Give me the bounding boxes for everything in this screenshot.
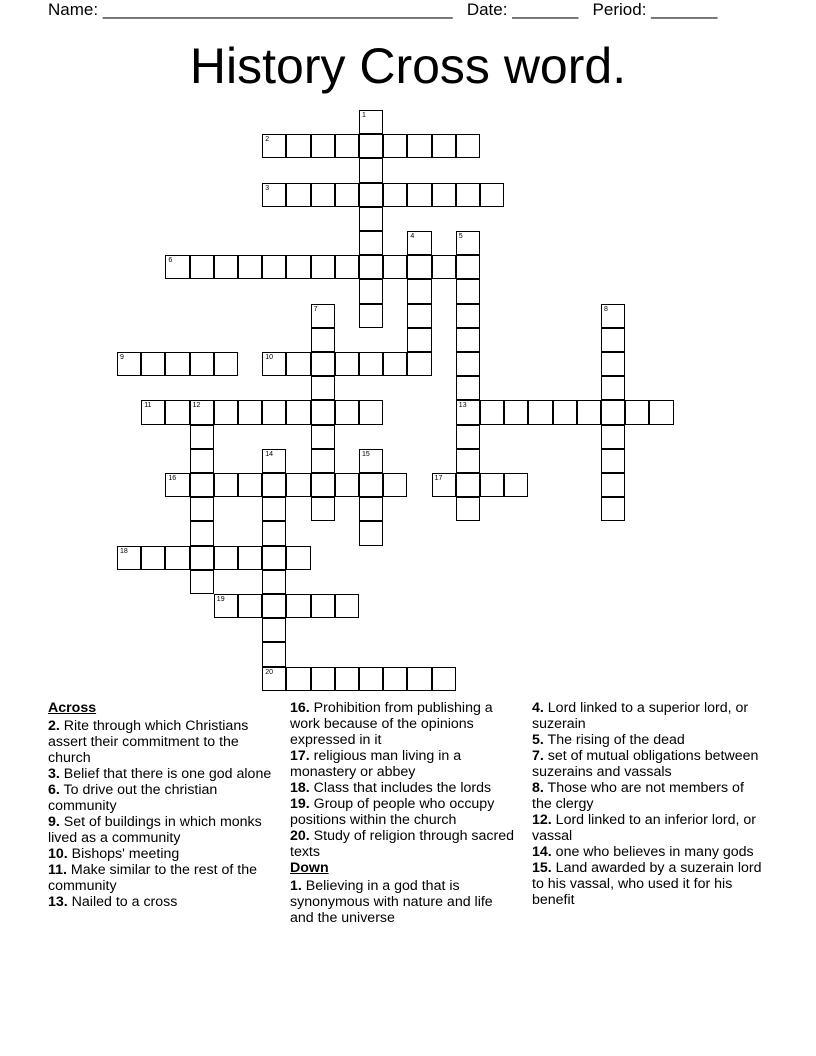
clue-number: 20 bbox=[265, 668, 273, 676]
grid-cell[interactable] bbox=[456, 400, 480, 424]
grid-cell[interactable] bbox=[214, 594, 238, 618]
grid-cell[interactable] bbox=[456, 497, 480, 521]
grid-cell[interactable] bbox=[286, 594, 310, 618]
clue-number: 19 bbox=[216, 596, 225, 603]
clue-number-label: 12. bbox=[532, 812, 552, 828]
grid-cell[interactable] bbox=[190, 546, 214, 570]
grid-cell[interactable] bbox=[165, 546, 189, 570]
clue-text: Lord linked to a superior lord, or suzerain bbox=[532, 700, 749, 732]
clues-column-1 bbox=[48, 700, 273, 910]
grid-cell[interactable] bbox=[407, 231, 431, 255]
clue-item bbox=[532, 844, 764, 860]
grid-cell[interactable] bbox=[649, 400, 673, 424]
grid-cell[interactable] bbox=[238, 473, 262, 497]
grid-cell[interactable] bbox=[311, 473, 335, 497]
grid-cell[interactable] bbox=[335, 594, 359, 618]
grid-cell[interactable] bbox=[311, 134, 335, 158]
clue-text: set of mutual obligations between suzerains and vassals bbox=[532, 748, 759, 780]
grid-cell[interactable] bbox=[359, 667, 383, 691]
grid-cell[interactable] bbox=[311, 255, 335, 279]
grid-cell[interactable] bbox=[286, 473, 310, 497]
clue-number-label: 1. bbox=[290, 878, 302, 894]
grid-cell[interactable] bbox=[311, 376, 335, 400]
grid-cell[interactable] bbox=[335, 667, 359, 691]
clue-text: Prohibition from publishing a work because of the opinions expressed in it bbox=[290, 700, 493, 748]
grid-cell[interactable] bbox=[286, 352, 310, 376]
clue-number-label: 16. bbox=[290, 700, 310, 716]
clue-number-label: 10. bbox=[48, 846, 68, 862]
clue-number: 6 bbox=[168, 257, 173, 265]
clue-number: 10 bbox=[265, 354, 273, 361]
grid-cell[interactable] bbox=[432, 183, 456, 207]
clue-number: 16 bbox=[168, 475, 177, 482]
grid-cell[interactable] bbox=[480, 183, 504, 207]
grid-cell[interactable] bbox=[238, 546, 262, 570]
clue-number-label: 4. bbox=[532, 700, 544, 716]
clue-item bbox=[290, 748, 518, 780]
clue-text: religious man living in a monastery or abbey bbox=[290, 748, 462, 780]
grid-cell[interactable] bbox=[311, 304, 335, 328]
grid-cell[interactable] bbox=[359, 183, 383, 207]
period-blank[interactable]: _______ bbox=[651, 0, 718, 19]
grid-cell[interactable] bbox=[625, 400, 649, 424]
clue-item bbox=[48, 894, 273, 910]
grid-cell[interactable] bbox=[359, 231, 383, 255]
grid-cell[interactable] bbox=[190, 473, 214, 497]
grid-cell[interactable] bbox=[286, 400, 310, 424]
grid-cell[interactable] bbox=[286, 255, 310, 279]
across-heading: Across bbox=[48, 700, 97, 716]
grid-cell[interactable] bbox=[432, 473, 456, 497]
grid-cell[interactable] bbox=[214, 400, 238, 424]
grid-cell[interactable] bbox=[601, 328, 625, 352]
clue-number: 4 bbox=[410, 233, 415, 240]
clue-text: The rising of the dead bbox=[543, 732, 685, 748]
clue-number: 17 bbox=[434, 475, 443, 482]
grid-cell[interactable] bbox=[456, 231, 480, 255]
grid-cell[interactable] bbox=[456, 352, 480, 376]
grid-cell[interactable] bbox=[383, 255, 407, 279]
grid-cell[interactable] bbox=[456, 449, 480, 473]
clue-number: 13 bbox=[458, 402, 467, 410]
clues-column-3 bbox=[532, 700, 764, 908]
grid-cell[interactable] bbox=[456, 376, 480, 400]
clue-text: Class that includes the lords bbox=[309, 780, 492, 796]
grid-cell[interactable] bbox=[601, 425, 625, 449]
grid-cell[interactable] bbox=[311, 400, 335, 424]
date-label: Date: bbox=[466, 0, 508, 19]
clue-number: 5 bbox=[458, 233, 463, 240]
grid-cell[interactable] bbox=[359, 521, 383, 545]
grid-cell[interactable] bbox=[311, 594, 335, 618]
grid-cell[interactable] bbox=[432, 255, 456, 279]
grid-cell[interactable] bbox=[456, 134, 480, 158]
grid-cell[interactable] bbox=[214, 473, 238, 497]
clue-number-label: 8. bbox=[532, 780, 544, 796]
grid-cell[interactable] bbox=[335, 255, 359, 279]
grid-cell[interactable] bbox=[407, 667, 431, 691]
clue-item bbox=[532, 700, 764, 732]
grid-cell[interactable] bbox=[504, 473, 528, 497]
grid-cell[interactable] bbox=[359, 110, 383, 134]
clue-item bbox=[48, 718, 273, 766]
down-heading: Down bbox=[290, 860, 329, 876]
clue-item bbox=[290, 796, 518, 828]
clue-item bbox=[532, 748, 764, 780]
grid-cell[interactable] bbox=[553, 400, 577, 424]
clue-number-label: 9. bbox=[48, 814, 60, 830]
grid-cell[interactable] bbox=[359, 255, 383, 279]
grid-cell[interactable] bbox=[262, 449, 286, 473]
clue-number-label: 2. bbox=[48, 718, 60, 734]
clue-number-label: 3. bbox=[48, 766, 60, 782]
grid-cell[interactable] bbox=[190, 255, 214, 279]
grid-cell[interactable] bbox=[456, 279, 480, 303]
grid-cell[interactable] bbox=[214, 255, 238, 279]
clue-text: Study of religion through sacred texts bbox=[290, 828, 514, 860]
clue-item bbox=[48, 814, 273, 846]
grid-cell[interactable] bbox=[311, 328, 335, 352]
clue-text: Group of people who occupy positions within the church bbox=[290, 796, 495, 828]
clue-text: Belief that there is one god alone bbox=[59, 766, 272, 782]
clue-text: Those who are not members of the clergy bbox=[532, 780, 744, 812]
grid-cell[interactable] bbox=[117, 546, 141, 570]
grid-cell[interactable] bbox=[117, 352, 141, 376]
grid-cell[interactable] bbox=[407, 255, 431, 279]
grid-cell[interactable] bbox=[165, 352, 189, 376]
grid-cell[interactable] bbox=[480, 473, 504, 497]
grid-cell[interactable] bbox=[141, 400, 165, 424]
grid-cell[interactable] bbox=[432, 134, 456, 158]
grid-cell[interactable] bbox=[359, 497, 383, 521]
grid-cell[interactable] bbox=[190, 497, 214, 521]
grid-cell[interactable] bbox=[456, 328, 480, 352]
grid-cell[interactable] bbox=[165, 473, 189, 497]
grid-cell[interactable] bbox=[432, 667, 456, 691]
grid-cell[interactable] bbox=[601, 449, 625, 473]
grid-cell[interactable] bbox=[335, 183, 359, 207]
grid-cell[interactable] bbox=[190, 352, 214, 376]
date-blank[interactable]: _______ bbox=[512, 0, 579, 19]
clue-item bbox=[532, 780, 764, 812]
grid-cell[interactable] bbox=[456, 255, 480, 279]
grid-cell[interactable] bbox=[359, 207, 383, 231]
grid-cell[interactable] bbox=[286, 546, 310, 570]
clue-text: Make similar to the rest of the community bbox=[48, 862, 257, 894]
grid-cell[interactable] bbox=[407, 328, 431, 352]
grid-cell[interactable] bbox=[456, 183, 480, 207]
grid-cell[interactable] bbox=[359, 134, 383, 158]
grid-cell[interactable] bbox=[359, 473, 383, 497]
grid-cell[interactable] bbox=[262, 570, 286, 594]
grid-cell[interactable] bbox=[286, 183, 310, 207]
clue-number: 9 bbox=[120, 354, 124, 361]
grid-cell[interactable] bbox=[359, 279, 383, 303]
grid-cell[interactable] bbox=[141, 352, 165, 376]
grid-cell[interactable] bbox=[165, 255, 189, 279]
grid-cell[interactable] bbox=[311, 667, 335, 691]
clue-text: Nailed to a cross bbox=[67, 894, 178, 910]
grid-cell[interactable] bbox=[407, 134, 431, 158]
clue-item bbox=[532, 732, 764, 748]
clue-item bbox=[532, 812, 764, 844]
grid-cell[interactable] bbox=[262, 497, 286, 521]
grid-cell[interactable] bbox=[383, 134, 407, 158]
grid-cell[interactable] bbox=[262, 473, 286, 497]
grid-cell[interactable] bbox=[311, 449, 335, 473]
grid-cell[interactable] bbox=[577, 400, 601, 424]
grid-cell[interactable] bbox=[238, 594, 262, 618]
clue-number-label: 6. bbox=[48, 782, 60, 798]
grid-cell[interactable] bbox=[359, 352, 383, 376]
grid-cell[interactable] bbox=[262, 134, 286, 158]
grid-cell[interactable] bbox=[601, 352, 625, 376]
grid-cell[interactable] bbox=[335, 473, 359, 497]
grid-cell[interactable] bbox=[190, 570, 214, 594]
clue-item bbox=[48, 766, 273, 782]
grid-cell[interactable] bbox=[262, 594, 286, 618]
clue-text: Bishops' meeting bbox=[67, 846, 180, 862]
grid-cell[interactable] bbox=[383, 183, 407, 207]
grid-cell[interactable] bbox=[262, 400, 286, 424]
grid-cell[interactable] bbox=[335, 134, 359, 158]
clue-number-label: 20. bbox=[290, 828, 310, 844]
clue-number-label: 18. bbox=[290, 780, 310, 796]
grid-cell[interactable] bbox=[335, 352, 359, 376]
clue-text: Set of buildings in which monks lived as a community bbox=[48, 814, 262, 846]
grid-cell[interactable] bbox=[359, 449, 383, 473]
clue-item bbox=[290, 700, 518, 748]
grid-cell[interactable] bbox=[262, 618, 286, 642]
clue-item bbox=[290, 780, 518, 796]
grid-cell[interactable] bbox=[407, 279, 431, 303]
grid-cell[interactable] bbox=[359, 304, 383, 328]
grid-cell[interactable] bbox=[262, 352, 286, 376]
clue-number-label: 15. bbox=[532, 860, 552, 876]
clue-item bbox=[48, 782, 273, 814]
clue-text: Rite through which Christians assert their commitment to the church bbox=[48, 718, 249, 766]
clue-item bbox=[532, 860, 764, 908]
grid-cell[interactable] bbox=[504, 400, 528, 424]
clue-text: Lord linked to an inferior lord, or vassal bbox=[532, 812, 756, 844]
clue-text: one who believes in many gods bbox=[551, 844, 754, 860]
grid-cell[interactable] bbox=[214, 546, 238, 570]
clue-number-label: 14. bbox=[532, 844, 552, 860]
grid-cell[interactable] bbox=[601, 376, 625, 400]
grid-cell[interactable] bbox=[190, 425, 214, 449]
grid-cell[interactable] bbox=[262, 255, 286, 279]
grid-cell[interactable] bbox=[407, 352, 431, 376]
grid-cell[interactable] bbox=[311, 425, 335, 449]
clue-number-label: 19. bbox=[290, 796, 310, 812]
grid-cell[interactable] bbox=[190, 449, 214, 473]
grid-cell[interactable] bbox=[165, 400, 189, 424]
grid-cell[interactable] bbox=[407, 304, 431, 328]
grid-cell[interactable] bbox=[601, 400, 625, 424]
grid-cell[interactable] bbox=[262, 642, 286, 666]
clue-text: To drive out the christian community bbox=[48, 782, 218, 814]
grid-cell[interactable] bbox=[311, 352, 335, 376]
clue-text: Land awarded by a suzerain lord to his vassal, who used it for his benefit bbox=[532, 860, 762, 908]
clue-item bbox=[48, 862, 273, 894]
clue-number: 18 bbox=[120, 547, 128, 555]
grid-cell[interactable] bbox=[480, 400, 504, 424]
grid-cell[interactable] bbox=[286, 134, 310, 158]
grid-cell[interactable] bbox=[286, 667, 310, 691]
page-title: History Cross word. bbox=[189, 38, 627, 94]
clue-number-label: 5. bbox=[532, 732, 544, 748]
grid-cell[interactable] bbox=[383, 352, 407, 376]
grid-cell[interactable] bbox=[190, 521, 214, 545]
grid-cell[interactable] bbox=[262, 521, 286, 545]
clue-number: 2 bbox=[265, 136, 270, 144]
clue-number-label: 13. bbox=[48, 894, 68, 910]
grid-cell[interactable] bbox=[456, 304, 480, 328]
clue-number: 7 bbox=[313, 305, 318, 313]
clue-item bbox=[290, 878, 518, 926]
grid-cell[interactable] bbox=[456, 425, 480, 449]
clue-number: 8 bbox=[604, 305, 608, 313]
grid-cell[interactable] bbox=[238, 400, 262, 424]
grid-cell[interactable] bbox=[311, 183, 335, 207]
grid-cell[interactable] bbox=[262, 667, 286, 691]
grid-cell[interactable] bbox=[238, 255, 262, 279]
grid-cell[interactable] bbox=[456, 473, 480, 497]
clue-number-label: 11. bbox=[48, 862, 67, 878]
grid-cell[interactable] bbox=[359, 400, 383, 424]
grid-cell[interactable] bbox=[359, 158, 383, 182]
grid-cell[interactable] bbox=[335, 400, 359, 424]
clue-number: 15 bbox=[362, 450, 370, 458]
name-label: Name: bbox=[48, 0, 99, 19]
clue-number: 3 bbox=[265, 184, 270, 192]
grid-cell[interactable] bbox=[383, 667, 407, 691]
grid-cell[interactable] bbox=[262, 546, 286, 570]
clue-text: Believing in a god that is synonymous with nature and life and the universe bbox=[290, 878, 493, 926]
clue-number-label: 7. bbox=[532, 748, 544, 764]
grid-cell[interactable] bbox=[407, 183, 431, 207]
grid-cell[interactable] bbox=[311, 497, 335, 521]
period-label: Period: bbox=[592, 0, 647, 19]
grid-cell[interactable] bbox=[214, 352, 238, 376]
clue-number-label: 17. bbox=[290, 748, 310, 764]
clue-number: 1 bbox=[362, 112, 366, 119]
grid-cell[interactable] bbox=[141, 546, 165, 570]
grid-cell[interactable] bbox=[262, 183, 286, 207]
grid-cell[interactable] bbox=[601, 473, 625, 497]
clue-item bbox=[290, 828, 518, 860]
grid-cell[interactable] bbox=[383, 473, 407, 497]
clue-number: 12 bbox=[192, 402, 201, 410]
clue-number: 14 bbox=[265, 450, 273, 458]
clue-number: 11 bbox=[144, 402, 152, 410]
clue-item bbox=[48, 846, 273, 862]
grid-cell[interactable] bbox=[601, 304, 625, 328]
grid-cell[interactable] bbox=[528, 400, 552, 424]
name-blank[interactable]: _____________________________________ bbox=[102, 0, 453, 19]
grid-cell[interactable] bbox=[190, 400, 214, 424]
clues-column-2 bbox=[290, 700, 518, 926]
grid-cell[interactable] bbox=[601, 497, 625, 521]
